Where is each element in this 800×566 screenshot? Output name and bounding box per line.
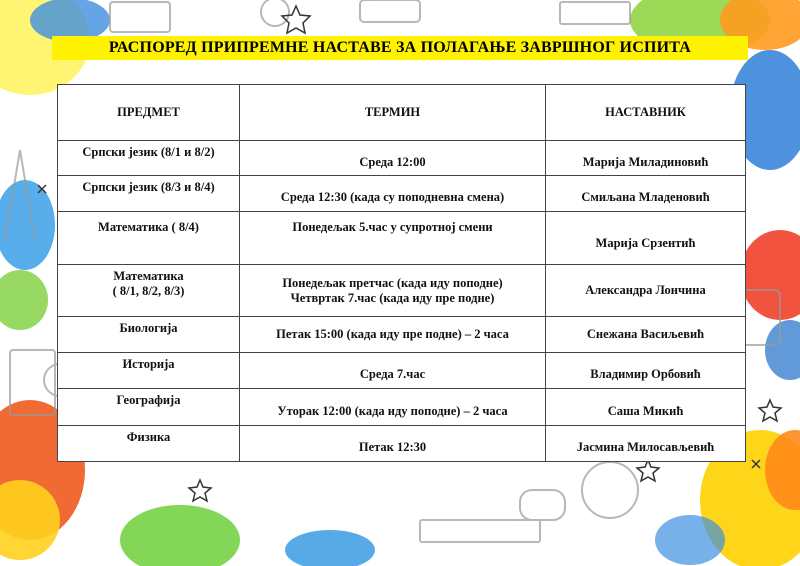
term-cell: Понедељак 5.час у супротној смени [240,212,546,265]
teacher-cell: Марија Миладиновић [546,141,746,176]
schedule-table [57,84,746,462]
term-cell [240,265,546,317]
teacher-cell: Марија Срзентић [546,212,746,265]
ruler-icon [420,520,540,542]
table-row [58,317,746,353]
term-cell: Среда 12:00 [240,141,546,176]
table-row [58,176,746,212]
teacher-cell: Александра Лончина [546,265,746,317]
paint-splash-blue-icon [765,320,800,380]
term-cell: Уторак 12:00 (када иду поподне) – 2 часа [240,389,546,426]
teacher-cell: Саша Микић [546,389,746,426]
pencil-case-icon [360,0,420,22]
term-cell: Среда 7.час [240,353,546,389]
table-row [58,141,746,176]
term-line: Понедељак претчас (када иду поподне) [282,275,503,290]
ruler-icon [560,2,630,24]
star-icon [759,400,781,421]
teacher-cell: Снежана Васиљевић [546,317,746,353]
subject-cell: Физика [58,426,240,462]
table-row [58,389,746,426]
paint-splash-blue-icon [655,515,725,565]
teacher-cell: Јасмина Милосављевић [546,426,746,462]
subject-cell [58,265,240,317]
header-term: ТЕРМИН [240,85,546,141]
star-icon [282,6,310,33]
teacher-cell: Смиљана Младеновић [546,176,746,212]
subject-cell: Математика ( 8/4) [58,212,240,265]
table-header-row [58,85,746,141]
paint-splash-red-icon [740,230,800,320]
header-subject: ПРЕДМЕТ [58,85,240,141]
subject-line: Математика [113,269,184,283]
subject-cell: Српски језик (8/1 и 8/2) [58,141,240,176]
table-row [58,353,746,389]
table-row [58,265,746,317]
clock-icon [261,0,289,26]
paint-splash-green-icon [120,505,240,566]
paint-splash-green-icon [0,270,48,330]
teacher-cell: Владимир Орбовић [546,353,746,389]
subject-cell: Историја [58,353,240,389]
scissors-icon [520,490,565,520]
subject-line: ( 8/1, 8/2, 8/3) [112,284,185,298]
star-icon [189,480,211,501]
subject-cell: Географија [58,389,240,426]
paint-splash-blue-icon [285,530,375,566]
page-title: РАСПОРЕД ПРИПРЕМНЕ НАСТАВЕ ЗА ПОЛАГАЊЕ ЗАВРШНОГ ИСПИТА [52,36,748,60]
lightbulb-icon [582,462,638,518]
table-row [58,212,746,265]
header-teacher: НАСТАВНИК [546,85,746,141]
term-cell: Среда 12:30 (када су поподневна смена) [240,176,546,212]
term-line: Четвртак 7.час (када иду пре подне) [290,290,495,305]
book-icon [110,2,170,32]
star-icon [637,460,659,481]
table-row [58,426,746,462]
term-cell: Петак 15:00 (када иду пре подне) – 2 часа [240,317,546,353]
term-cell: Петак 12:30 [240,426,546,462]
subject-cell: Биологија [58,317,240,353]
subject-cell: Српски језик (8/3 и 8/4) [58,176,240,212]
